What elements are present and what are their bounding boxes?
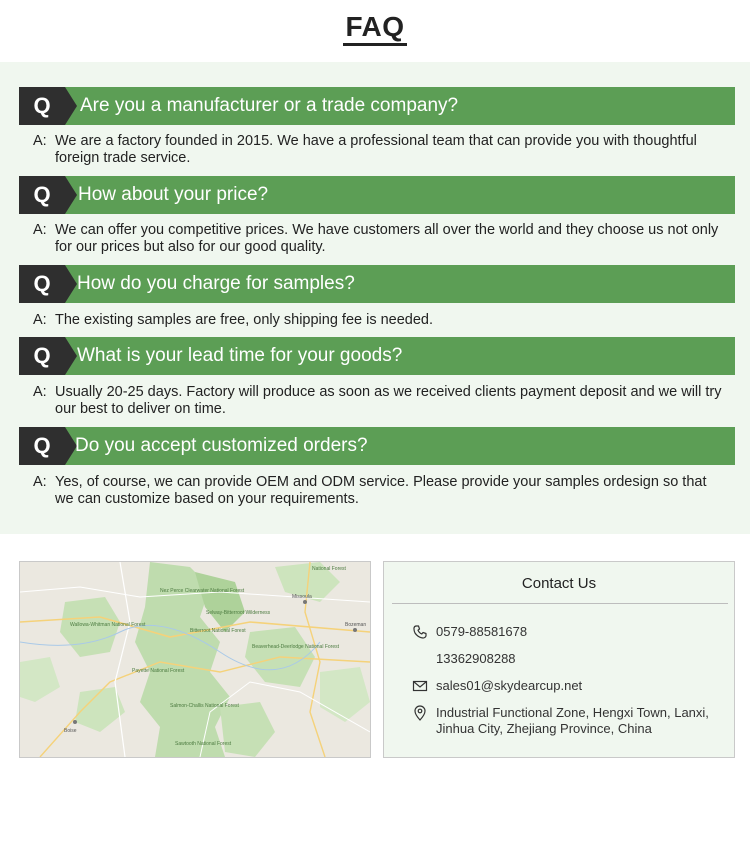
answer-text: We are a factory founded in 2015. We have a professional team that can provide you with thoughtful foreign trade service.: [55, 133, 697, 166]
faq-panel: [0, 62, 750, 534]
address-text: Industrial Functional Zone, Hengxi Town, Lanxi, Jinhua City, Zhejiang Province, China: [436, 705, 709, 736]
contact-phone-1[interactable]: [412, 624, 527, 640]
a-marker: A:: [33, 312, 47, 328]
phone-text: 0579-88581678: [436, 624, 528, 639]
question-text: How about your price?: [78, 184, 269, 205]
map-label: Payette National Forest: [132, 668, 185, 674]
answer-text: Yes, of course, we can provide OEM and ODM service. Please provide your samples ordesign so that we can customize based on your requirements.: [55, 474, 707, 507]
map-label: Selway-Bitterroot Wilderness: [206, 610, 271, 616]
question-text: Do you accept customized orders?: [75, 435, 368, 456]
faq-question-4[interactable]: [19, 337, 735, 375]
question-text: What is your lead time for your goods?: [77, 345, 403, 366]
q-marker: Q: [33, 93, 51, 118]
a-marker: A:: [33, 384, 47, 400]
faq-question-5[interactable]: [19, 427, 735, 465]
contact-card: [383, 561, 735, 758]
map-label: Nez Perce Clearwater National Forest: [160, 588, 245, 594]
map-label: Wallowa-Whitman National Forest: [70, 622, 146, 628]
phone-icon: [412, 624, 428, 640]
question-text: Are you a manufacturer or a trade company?: [80, 95, 459, 116]
contact-address: [412, 705, 722, 737]
faq-answer-2: [33, 222, 723, 256]
map-label: Sawtooth National Forest: [175, 741, 232, 747]
faq-answer-1: [33, 133, 723, 167]
faq-question-1[interactable]: [19, 87, 735, 125]
mail-icon: [412, 678, 428, 694]
location-pin-icon: [412, 705, 428, 721]
contact-title: Contact Us: [521, 575, 597, 592]
answer-text: We can offer you competitive prices. We have customers all over the world and they choose us not only for our prices but also for our good quality.: [55, 222, 719, 255]
faq-answer-4: [33, 384, 723, 418]
question-text: How do you charge for samples?: [77, 273, 355, 294]
map-canvas: [20, 562, 370, 757]
a-marker: A:: [33, 474, 47, 490]
faq-answer-3: [33, 312, 723, 329]
faq-answer-5: [33, 474, 723, 508]
answer-text: Usually 20-25 days. Factory will produce as soon as we received clients payment deposit and we will try our best to deliver on time.: [55, 384, 722, 417]
email-text: sales01@skydearcup.net: [436, 678, 583, 693]
page-title: FAQ: [343, 12, 406, 46]
faq-question-3[interactable]: [19, 265, 735, 303]
location-map[interactable]: [19, 561, 371, 758]
faq-question-2[interactable]: [19, 176, 735, 214]
phone-text: 13362908288: [436, 651, 516, 666]
divider: [392, 603, 728, 604]
map-label: Bozeman: [345, 622, 367, 628]
map-label: Missoula: [292, 594, 312, 600]
a-marker: A:: [33, 222, 47, 238]
q-marker: Q: [33, 271, 51, 296]
map-label: Bitterroot National Forest: [190, 628, 246, 634]
contact-phone-2[interactable]: [412, 651, 516, 667]
map-label: Beaverhead-Deerlodge National Forest: [252, 644, 339, 650]
answer-text: The existing samples are free, only shipping fee is needed.: [55, 312, 434, 328]
map-label: Boise: [64, 728, 77, 734]
q-marker: Q: [33, 343, 51, 368]
q-marker: Q: [33, 433, 51, 458]
contact-email[interactable]: [412, 678, 582, 694]
q-marker: Q: [33, 182, 51, 207]
faq-header: [0, 0, 750, 62]
map-label: Salmon-Challis National Forest: [170, 703, 239, 709]
map-label: National Forest: [312, 566, 346, 572]
a-marker: A:: [33, 133, 47, 149]
